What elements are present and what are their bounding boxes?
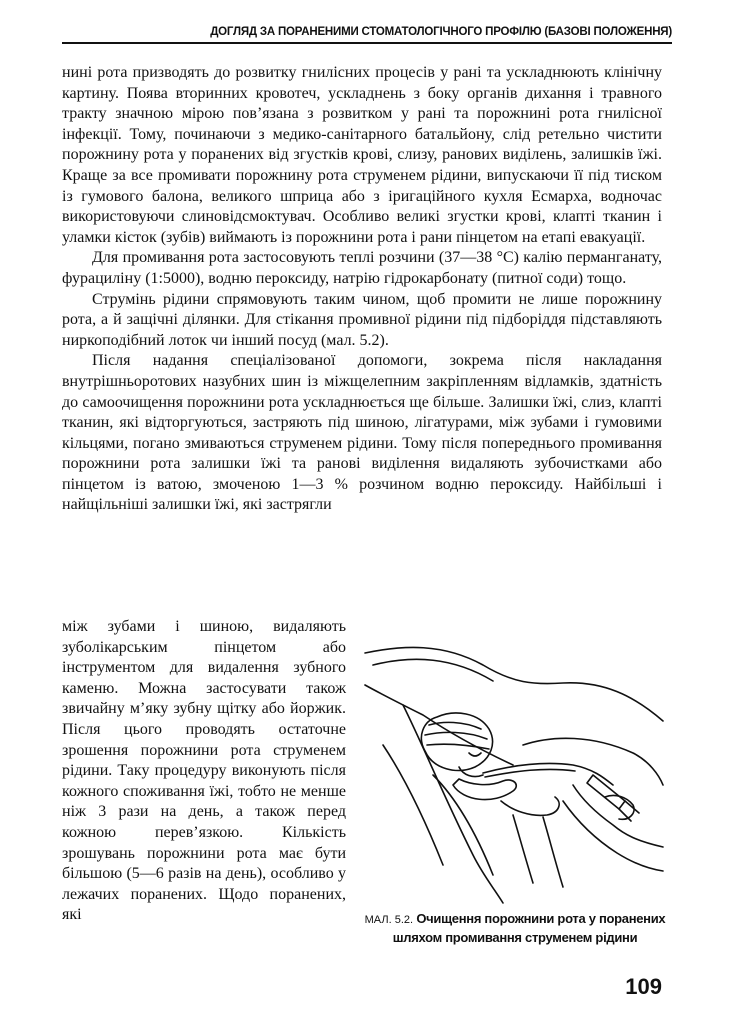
page-number: 109 [625,974,662,999]
paragraph-wrapped: між зубами і шиною, видаляють зуболікарським пінцетом або інструментом для видалення зубного каменю. Можна застосувати також звичайну м’яку зубну щітку або йоржик. Після цього проводять остаточне зрошення порожнини рота струменем рідини. Таку процедуру виконують після кожного споживання їжі, тобто не менше ніж 3 рази на день, а також перед кожною перев’язкою. Кількість зрошувань порожнини рота має бути більшою (5—6 разів на день), особливо у лежачих поранених. Щодо поранених, які [62,618,346,924]
paragraph-continuation: нині рота призводять до розвитку гнилісних процесів у рані та ускладнюють клінічну картину. Поява вторинних кровотеч, ускладнень з боку органів дихання і травного тракту значною мірою пов’язана з розвитком у рані та порожнині рота гнилісної інфекції. Тому, починаючи з медико-санітарного батальйону, слід ретельно чистити порожнину рота у поранених від згустків крові, слизу, ранових виділень, залишків їжі. Краще за все промивати порожнину рота струменем рідини, випускаючи її під тиском із гумового балона, великого шприца або з іригаційного кухля Есмарха, водночас використовуючи слиновідсмоктувач. Особливо великі згустки крові, клапті тканин і уламки кісток (зубів) виймають із порожнини рота і рани пінцетом на етапі евакуації. [62,64,662,246]
wrapped-text-column [62,617,346,926]
figure-caption-text: Очищення порожнини рота у поранених шляхом промивання струменем рідини [392,911,666,945]
paragraph-solutions: Для промивання рота застосовують теплі розчини (37—38 °С) калію перманганату, фурациліну (1:5000), водню пероксиду, натрію гідрокарбонату (питної соди) тощо. [62,249,662,287]
running-header: ДОГЛЯД ЗА ПОРАНЕНИМИ СТОМАТОЛОГІЧНОГО ПРОФІЛЮ (БАЗОВІ ПОЛОЖЕННЯ) [62,22,672,44]
figure-label: МАЛ. 5.2. [364,914,414,926]
paragraph-stream: Струмінь рідини спрямовують таким чином, щоб промити не лише порожнину рота, а й защічні ділянки. Для стікання промивної рідини під підборіддя підставляють ниркоподібний лоток чи інший посуд (мал. 5.2). [62,290,662,349]
body-text [62,63,662,516]
illustration-patient-irrigation-icon [363,625,665,905]
figure-oral-irrigation [363,625,665,905]
figure-caption [360,910,670,947]
paragraph-specialized-care: Після надання спеціалізованої допомоги, зокрема після накладання внутрішньоротових назубних шин із міжщелепним закріпленням відламків, здатність до самоочищення порожнини рота ускладнюється ще більше. Залишки їжі, слиз, клапті тканин, які відторгуються, застряють під шиною, лігатурами, між зубами і гумовими кільцями, погано змиваються струменем рідини. Тому після попереднього промивання порожнини рота залишки їжі та ранові виділення видаляють зубочистками або пінцетом із ватою, змоченою 1—3 % розчином водню пероксиду. Найбільші і найщільніші залишки їжі, які застрягли [62,352,662,514]
